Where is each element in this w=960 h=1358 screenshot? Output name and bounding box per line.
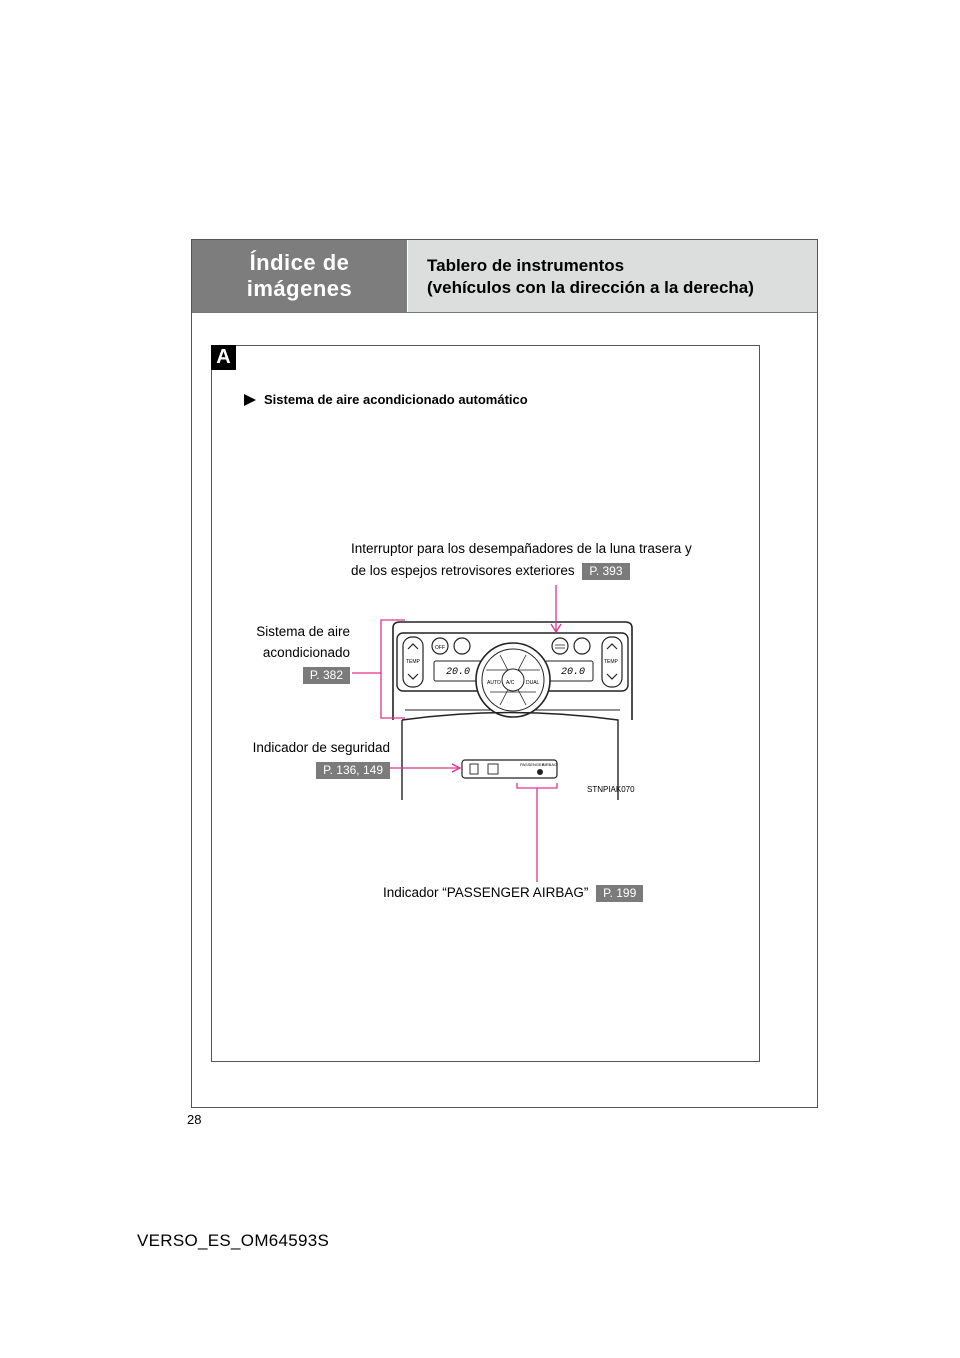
- callout-security-label: Indicador de seguridad: [252, 740, 390, 755]
- airbag-page-ref[interactable]: P. 199: [596, 885, 643, 902]
- ac-button-label: A/C: [506, 680, 515, 686]
- left-temp-label: TEMP: [406, 659, 420, 665]
- callout-defogger-line1: Interruptor para los desempañadores de la luna trasera y: [351, 541, 692, 556]
- page-title-line1: Tablero de instrumentos: [427, 256, 625, 275]
- panel-marker: A: [211, 345, 236, 370]
- image-code: STNPIAK070: [587, 785, 635, 794]
- callout-airbag-label: Indicador “PASSENGER AIRBAG”: [383, 885, 589, 900]
- subsection-title: Sistema de aire acondicionado automático: [264, 392, 528, 407]
- right-temp-display: 20.0: [561, 667, 586, 678]
- dual-button-label: DUAL: [526, 680, 540, 686]
- security-page-ref[interactable]: P. 136, 149: [316, 762, 390, 779]
- auto-button-label: AUTO: [487, 680, 501, 686]
- page-number: 28: [187, 1112, 202, 1127]
- callout-ac-line1: Sistema de aire: [256, 624, 350, 639]
- ac-page-ref[interactable]: P. 382: [303, 667, 350, 684]
- passenger-label: PASSENGER: [520, 762, 545, 767]
- section-tab-line1: Índice de: [249, 250, 350, 275]
- defogger-page-ref[interactable]: P. 393: [582, 563, 629, 580]
- callout-defogger-line2: de los espejos retrovisores exteriores: [351, 563, 575, 578]
- airbag-label: AIRBAG: [542, 762, 558, 767]
- page-title-line2: (vehículos con la dirección a la derecha): [427, 278, 754, 297]
- section-tab-line2: imágenes: [246, 276, 353, 301]
- document-code: VERSO_ES_OM64593S: [137, 1231, 330, 1250]
- left-temp-display: 20.0: [446, 667, 471, 678]
- callout-ac-line2: acondicionado: [262, 645, 350, 660]
- right-temp-label: TEMP: [604, 659, 618, 665]
- off-button-label: OFF: [435, 645, 445, 651]
